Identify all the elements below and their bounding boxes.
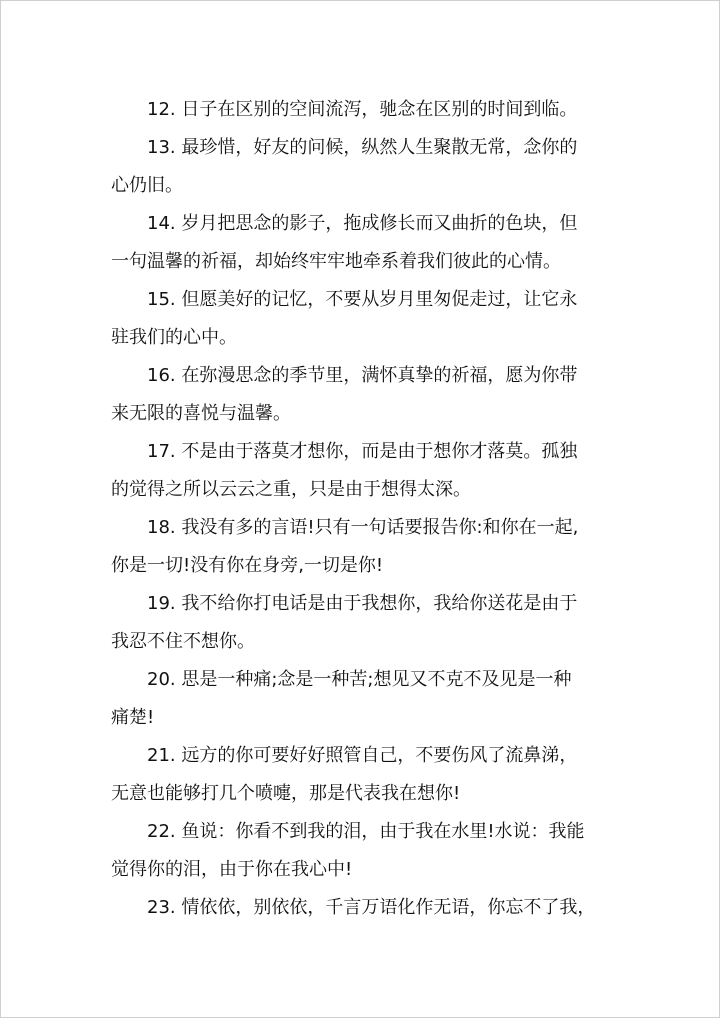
paragraph-line: 16. 在弥漫思念的季节里，满怀真挚的祈福，愿为你带: [147, 365, 578, 386]
paragraph-line: 21. 远方的你可要好好照管自己，不要伤风了流鼻涕，: [147, 745, 578, 766]
paragraph-line: 心仍旧。: [111, 175, 183, 196]
paragraph-line: 19. 我不给你打电话是由于我想你，我给你送花是由于: [147, 593, 578, 614]
paragraph-line: 的觉得之所以云云之重，只是由于想得太深。: [111, 479, 471, 500]
list-item: [111, 813, 616, 889]
list-item: [111, 91, 616, 129]
paragraph-line: 15. 但愿美好的记忆，不要从岁月里匆促走过，让它永: [147, 289, 578, 310]
paragraph-line: 你是一切!没有你在身旁,一切是你!: [111, 555, 384, 576]
list-item: [111, 433, 616, 509]
paragraph-line: 觉得你的泪，由于你在我心中!: [111, 859, 353, 880]
paragraph-line: 12. 日子在区别的空间流泻，驰念在区别的时间到临。: [147, 99, 578, 120]
paragraph-line: 无意也能够打几个喷嚏，那是代表我在想你!: [111, 783, 461, 804]
paragraph-line: 驻我们的心中。: [111, 327, 237, 348]
paragraph-line: 14. 岁月把思念的影子，拖成修长而又曲折的色块，但: [147, 213, 578, 234]
paragraph-line: 我忍不住不想你。: [111, 631, 255, 652]
list-item: [111, 129, 616, 205]
paragraph-line: 22. 鱼说：你看不到我的泪，由于我在水里!水说：我能: [147, 821, 585, 842]
paragraph-line: 23. 情依依，别依依，千言万语化作无语，你忘不了我，: [147, 897, 596, 918]
list-item: [111, 661, 616, 737]
paragraph-line: 18. 我没有多的言语!只有一句话要报告你:和你在一起,: [147, 517, 579, 538]
list-item: [111, 509, 616, 585]
paragraph-line: 痛楚!: [111, 707, 155, 728]
list-item: [111, 357, 616, 433]
list-item: [111, 889, 616, 927]
paragraph-line: 13. 最珍惜，好友的问候，纵然人生聚散无常，念你的: [147, 137, 578, 158]
text-body: [111, 91, 616, 927]
list-item: [111, 585, 616, 661]
paragraph-line: 17. 不是由于落莫才想你，而是由于想你才落莫。孤独: [147, 441, 578, 462]
list-item: [111, 737, 616, 813]
paragraph-line: 20. 思是一种痛;念是一种苦;想见又不克不及见是一种: [147, 669, 572, 690]
list-item: [111, 205, 616, 281]
paragraph-line: 一句温馨的祈福，却始终牢牢地牵系着我们彼此的心情。: [111, 251, 561, 272]
list-item: [111, 281, 616, 357]
paragraph-line: 来无限的喜悦与温馨。: [111, 403, 291, 424]
